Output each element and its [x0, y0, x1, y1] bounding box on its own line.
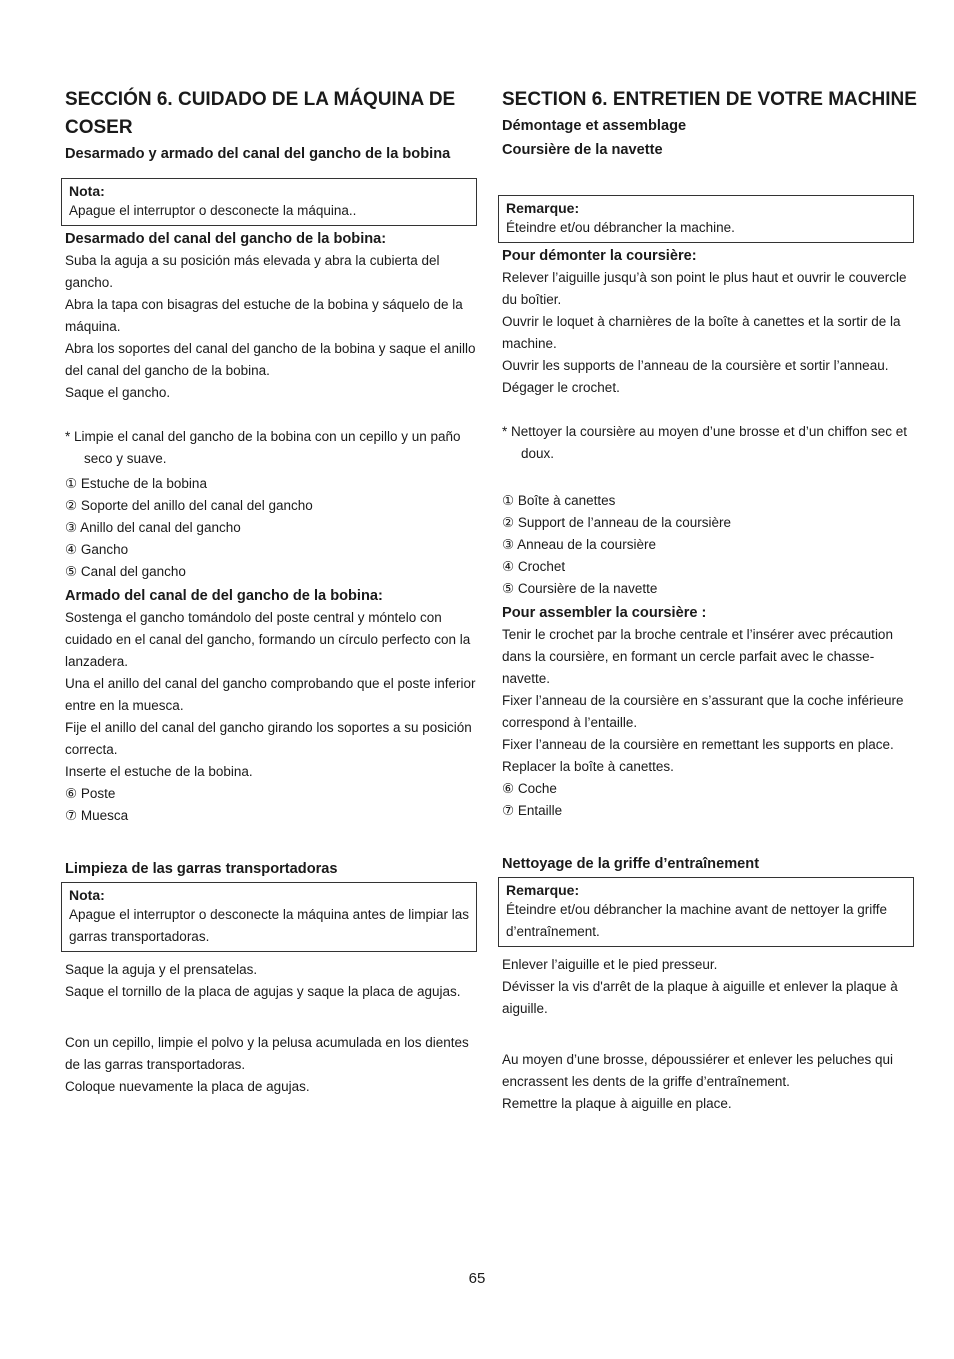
paragraph: Saque la aguja y el prensatelas. [65, 962, 258, 977]
list-item: ① Boîte à canettes [502, 493, 616, 508]
paragraph: Con un cepillo, limpie el polvo y la pelusa acumulada en los dientes de las garras transportadoras. [65, 1035, 469, 1072]
disassembly-heading-es: Desarmado del canal del gancho de la bobina: [65, 231, 387, 247]
list-item: ⑤ Coursière de la navette [502, 581, 658, 596]
list-item: ⑤ Canal del gancho [65, 564, 186, 579]
list-item: ② Soporte del anillo del canal del gancho [65, 498, 313, 513]
list-item: ① Estuche de la bobina [65, 476, 207, 491]
note-title-fr: Remarque: [506, 200, 580, 216]
assembly-heading-fr: Pour assembler la coursière : [502, 605, 707, 621]
note-text-fr: Éteindre et/ou débrancher la machine avant de nettoyer la griffe d’entraînement. [506, 902, 887, 939]
parts-list-es [65, 473, 481, 583]
paragraph: Suba la aguja a su posición más elevada y abra la cubierta del gancho. [65, 253, 440, 290]
feed-note-box-fr [498, 877, 914, 947]
list-item: ③ Anillo del canal del gancho [65, 520, 241, 535]
list-item: ④ Crochet [502, 559, 566, 574]
paragraph: Saque el tornillo de la placa de agujas y saque la placa de agujas. [65, 984, 461, 999]
list-item: ③ Anneau de la coursière [502, 537, 656, 552]
list-item: ⑥ Poste [65, 786, 116, 801]
paragraph: Tenir le crochet par la broche centrale et l’insérer avec précaution dans la coursière, en formant un cercle parfait avec le chasse-navette. [502, 627, 893, 686]
feed-dog-heading-fr: Nettoyage de la griffe d’entraînement [502, 856, 760, 872]
note-title-es: Nota: [69, 183, 105, 199]
paragraph: Fixer l’anneau de la coursière en s’assurant que la coche inférieure correspond à l’entaille. [502, 693, 904, 730]
paragraph: Sostenga el gancho tomándolo del poste central y móntelo con cuidado en el canal del gancho, formando un círculo perfecto con la lanzadera. [65, 610, 471, 669]
note-title-es: Nota: [69, 887, 105, 903]
note-text-es: Apague el interruptor o desconecte la máquina antes de limpiar las garras transportadoras. [69, 907, 469, 944]
assembly-heading-es: Armado del canal de del gancho de la bobina: [65, 588, 383, 604]
note-title-fr: Remarque: [506, 882, 580, 898]
paragraph: Una el anillo del canal del gancho comprobando que el poste inferior entre en la muesca. [65, 676, 476, 713]
paragraph: Fixer l’anneau de la coursière en remettant les supports en place. [502, 737, 894, 752]
paragraph: Inserte el estuche de la bobina. [65, 764, 253, 779]
subtitle-es: Desarmado y armado del canal del gancho de la bobina [65, 146, 451, 162]
french-column [502, 86, 918, 1115]
subtitle-fr: Démontage et assemblage [502, 118, 687, 134]
list-item: ④ Gancho [65, 542, 129, 557]
note-text-fr: Éteindre et/ou débrancher la machine. [506, 220, 735, 235]
page-number: 65 [468, 1270, 486, 1287]
disassembly-heading-fr: Pour démonter la coursière: [502, 248, 697, 264]
paragraph: Ouvrir les supports de l’anneau de la coursière et sortir l’anneau. Dégager le crochet. [502, 358, 889, 395]
list-item: ⑦ Entaille [502, 803, 563, 818]
note-box-fr [498, 195, 914, 243]
paragraph: Abra la tapa con bisagras del estuche de la bobina y sáquelo de la máquina. [65, 297, 463, 334]
note-box-es [61, 178, 477, 226]
cleaning-bullet-fr: * Nettoyer la coursière au moyen d’une brosse et d’un chiffon sec et doux. [502, 424, 907, 461]
subtitle-fr-2: Coursière de la navette [502, 142, 663, 158]
spanish-column [65, 86, 481, 1098]
feed-dog-heading-es: Limpieza de las garras transportadoras [65, 861, 338, 877]
cleaning-bullet-es: * Limpie el canal del gancho de la bobina con un cepillo y un paño seco y suave. [65, 429, 461, 466]
paragraph: Abra los soportes del canal del gancho de la bobina y saque el anillo del canal del gancho de la bobina. [65, 341, 476, 378]
paragraph: Au moyen d’une brosse, dépoussiérer et enlever les peluches qui encrassent les dents de la griffe d’entraînement. [502, 1052, 893, 1089]
paragraph: Enlever l’aiguille et le pied presseur. [502, 957, 718, 972]
paragraph: Ouvrir le loquet à charnières de la boîte à canettes et la sortir de la machine. [502, 314, 901, 351]
list-item: ⑥ Coche [502, 781, 557, 796]
paragraph: Dévisser la vis d'arrêt de la plaque à aiguille et enlever la plaque à aiguille. [502, 979, 898, 1016]
paragraph: Remettre la plaque à aiguille en place. [502, 1096, 732, 1111]
section-title-fr: SECTION 6. ENTRETIEN DE VOTRE MACHINE [502, 89, 917, 110]
paragraph: Coloque nuevamente la placa de agujas. [65, 1079, 310, 1094]
list-item: ⑦ Muesca [65, 808, 129, 823]
paragraph: Saque el gancho. [65, 385, 171, 400]
paragraph: Fije el anillo del canal del gancho girando los soportes a su posición correcta. [65, 720, 472, 757]
paragraph: Replacer la boîte à canettes. [502, 759, 674, 774]
paragraph: Relever l’aiguille jusqu’à son point le plus haut et ouvrir le couvercle du boîtier. [502, 270, 907, 307]
note-text-es: Apague el interruptor o desconecte la máquina.. [69, 203, 357, 218]
feed-note-box-es [61, 882, 477, 952]
parts-list-fr [502, 490, 918, 600]
list-item: ② Support de l’anneau de la coursière [502, 515, 731, 530]
section-title-es: SECCIÓN 6. CUIDADO DE LA MÁQUINA DE COSER [65, 89, 456, 138]
